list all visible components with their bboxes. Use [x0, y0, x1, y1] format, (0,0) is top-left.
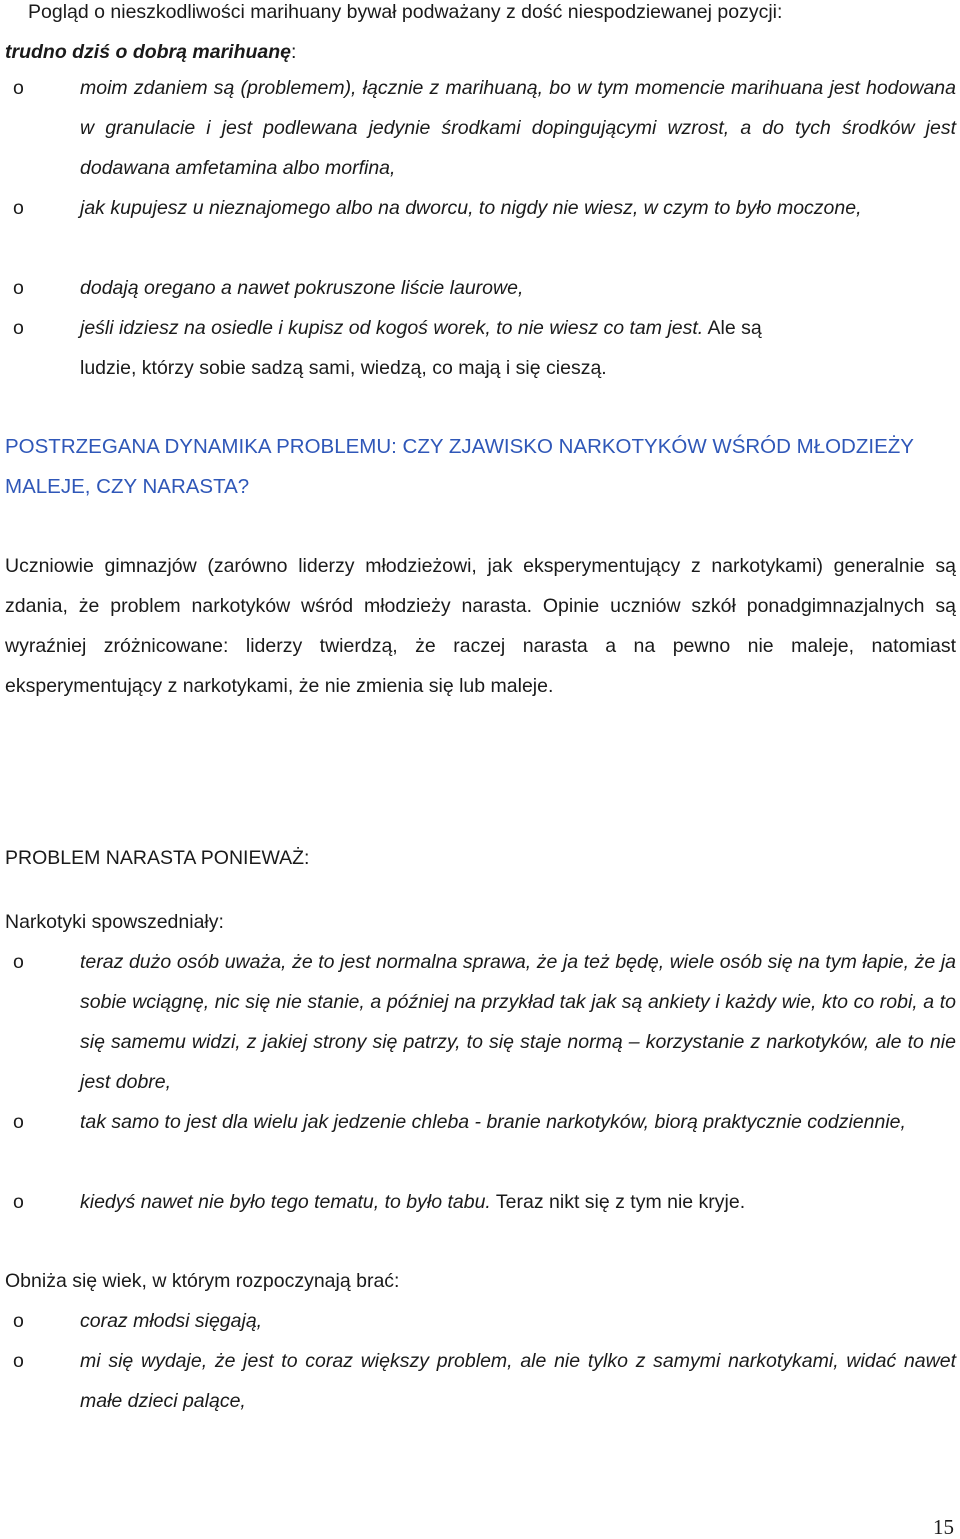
- body-paragraph: Uczniowie gimnazjów (zarówno liderzy młodzieżowi, jak eksperymentujący z narkotykami) generalnie są zdania, że problem narkotyków wśród młodzieży narasta. Opinie uczniów szkół ponadgimnazjalnych są wyraźniej zróżnicowane: liderzy twierdzą, że raczej narasta a na pewno nie maleje, natomiast eksperymentujący z narkotykami, że nie zmienia się lub maleje.: [5, 555, 956, 697]
- list-item-normal: Ale są: [703, 317, 762, 339]
- section-subtitle: Narkotyki spowszedniały:: [5, 911, 224, 933]
- bullet-marker: o: [13, 1111, 24, 1133]
- list-item-continuation: ludzie, którzy sobie sadzą sami, wiedzą, co mają i się cieszą.: [80, 357, 607, 379]
- list-item: mi się wydaje, że jest to coraz większy problem, ale nie tylko z samymi narkotykami, widać nawet małe dzieci palące,: [80, 1350, 956, 1412]
- bullet-marker: o: [13, 1191, 24, 1213]
- list-item: [80, 1182, 956, 1222]
- section-subtitle: Obniża się wiek, w którym rozpoczynają brać:: [5, 1270, 400, 1292]
- bullet-marker: o: [13, 277, 24, 299]
- bullet-marker: o: [13, 197, 24, 219]
- list-item-italic: jeśli idziesz na osiedle i kupisz od kogoś worek, to nie wiesz co tam jest.: [80, 317, 704, 339]
- list-item-italic: kiedyś nawet nie było tego tematu, to było tabu.: [80, 1191, 491, 1213]
- bullet-marker: o: [13, 1310, 24, 1332]
- section-title: PROBLEM NARASTA PONIEWAŻ:: [5, 847, 310, 869]
- list-item: [80, 308, 956, 348]
- list-item-normal: Teraz nikt się z tym nie kryje.: [490, 1191, 746, 1213]
- list-item: moim zdaniem są (problemem), łącznie z marihuaną, bo w tym momencie marihuana jest hodowana w granulacie i jest podlewana jedynie środkami dopingującymi wzrost, a do tych środków jest dodawana amfetamina albo morfina,: [80, 77, 956, 179]
- bullet-marker: o: [13, 1350, 24, 1372]
- page-number: 15: [933, 1515, 954, 1539]
- bullet-marker: o: [13, 77, 24, 99]
- list-item: dodają oregano a nawet pokruszone liście laurowe,: [80, 277, 524, 299]
- list-item: jak kupujesz u nieznajomego albo na dworcu, to nigdy nie wiesz, w czym to było moczone,: [80, 197, 862, 219]
- bullet-marker: o: [13, 951, 24, 973]
- section-heading: POSTRZEGANA DYNAMIKA PROBLEMU: CZY ZJAWISKO NARKOTYKÓW WŚRÓD MŁODZIEŻY MALEJE, CZY NARASTA?: [5, 435, 914, 498]
- bullet-marker: o: [13, 317, 24, 339]
- intro-quote-text: trudno dziś o dobrą marihuanę: [5, 41, 292, 63]
- list-item: teraz dużo osób uważa, że to jest normalna sprawa, że ja też będę, wiele osób się na tym łapie, że ja sobie wciągnę, nic się nie stanie, a później na przykład tak jak są ankiety i każdy wie, kto co robi, a to się samemu widzi, z jakiej strony się patrzy, to się staje normą – korzystanie z narkotyków, ale to nie jest dobre,: [80, 951, 956, 1093]
- list-item: coraz młodsi sięgają,: [80, 1310, 263, 1332]
- intro-quote: [5, 40, 296, 64]
- list-item: tak samo to jest dla wielu jak jedzenie chleba - branie narkotyków, biorą praktycznie codziennie,: [80, 1111, 906, 1133]
- intro-quote-colon: :: [291, 41, 297, 63]
- intro-line: Pogląd o nieszkodliwości marihuany bywał podważany z dość niespodziewanej pozycji:: [28, 1, 783, 23]
